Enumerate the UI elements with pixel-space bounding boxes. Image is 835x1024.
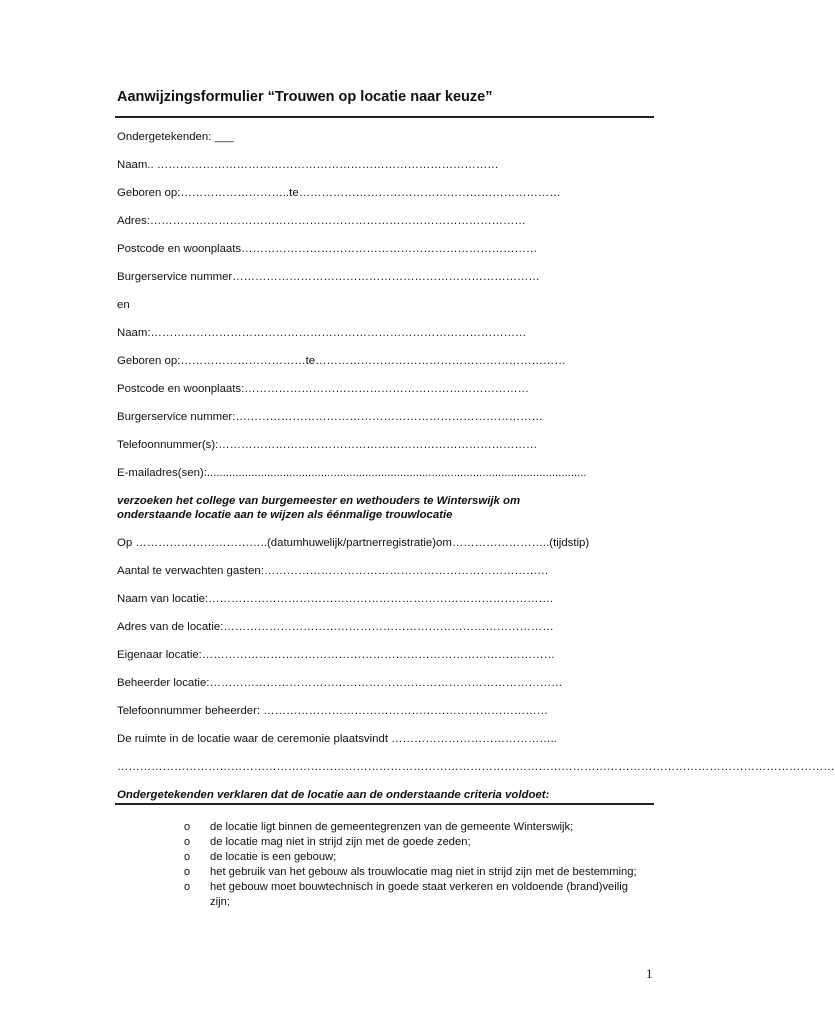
undersigned-label: Ondergetekenden: ___ — [117, 131, 234, 143]
location-owner-field[interactable]: Eigenaar locatie:………………………………………………………………………………… — [117, 649, 555, 661]
criteria-list — [184, 820, 644, 910]
location-name-field[interactable]: Naam van locatie:………………………………………………………………………………. — [117, 593, 554, 605]
form-title: Aanwijzingsformulier “Trouwen op locatie naar keuze” — [117, 89, 493, 105]
list-item — [184, 880, 644, 910]
location-address-field[interactable]: Adres van de locatie:…………………………………………………………………………… — [117, 621, 554, 633]
ceremony-room-field[interactable]: De ruimte in de locatie waar de ceremonie plaatsvindt …………………………………….. — [117, 733, 557, 745]
criterion-text: het gebruik van het gebouw als trouwlocatie mag niet in strijd zijn met de bestemming; — [210, 866, 637, 878]
bullet-icon: o — [184, 836, 191, 848]
party2-name-field[interactable]: Naam:……………………………………………………………………………………… — [117, 327, 527, 339]
manager-phone-field[interactable]: Telefoonnummer beheerder: ………………………………………………………………… — [117, 705, 549, 717]
party1-bsn-field[interactable]: Burgerservice nummer……………………………………………………………………… — [117, 271, 540, 283]
request-line-1: verzoeken het college van burgemeester en wethouders te Winterswijk om — [117, 495, 521, 507]
guests-field[interactable]: Aantal te verwachten gasten:………………………………………………………………… — [117, 565, 549, 577]
party1-born-field[interactable]: Geboren op:………………………..te…………………………………………………………… — [117, 187, 561, 199]
list-item — [184, 850, 644, 865]
and-label: en — [117, 299, 130, 311]
list-item — [184, 835, 644, 850]
list-item — [184, 865, 644, 880]
party2-bsn-field[interactable]: Burgerservice nummer:……………………………………………………………………… — [117, 411, 543, 423]
party1-postcode-field[interactable]: Postcode en woonplaats…………………………………………………………………… — [117, 243, 538, 255]
criterion-text: de locatie mag niet in strijd zijn met de goede zeden; — [210, 836, 471, 848]
declaration-heading: Ondergetekenden verklaren dat de locatie aan de onderstaande criteria voldoet: — [117, 789, 550, 801]
bullet-icon: o — [184, 851, 191, 863]
ceremony-room-continued-field[interactable]: ……………………………………………………………………………………………………………………………………………………………………… — [117, 761, 835, 773]
list-item — [184, 820, 644, 835]
criterion-text: de locatie is een gebouw; — [210, 851, 337, 863]
party1-address-field[interactable]: Adres:……………………………………………………………………………………… — [117, 215, 526, 227]
party1-name-field[interactable]: Naam.. ……………………………………………………………………………… — [117, 159, 499, 171]
party2-born-field[interactable]: Geboren op:……………………………te………………………………………………………… — [117, 355, 566, 367]
criterion-text: de locatie ligt binnen de gemeentegrenzen van de gemeente Winterswijk; — [210, 821, 574, 833]
party2-postcode-field[interactable]: Postcode en woonplaats:………………………………………………………………… — [117, 383, 530, 395]
location-manager-field[interactable]: Beheerder locatie:………………………………………………………………………………… — [117, 677, 563, 689]
party2-phone-field[interactable]: Telefoonnummer(s):………………………………………………………………………… — [117, 439, 538, 451]
date-time-field[interactable]: Op ……………………………..(datumhuwelijk/partnerregistratie)om……………………..(tijdstip) — [117, 537, 590, 549]
declaration-divider — [115, 803, 654, 805]
title-divider — [115, 116, 654, 118]
request-line-2: onderstaande locatie aan te wijzen als éénmalige trouwlocatie — [117, 509, 453, 521]
bullet-icon: o — [184, 881, 191, 893]
page-number: 1 — [646, 966, 653, 981]
criterion-text: het gebouw moet bouwtechnisch in goede staat verkeren en voldoende (brand)veilig zijn; — [210, 881, 628, 908]
party2-email-field[interactable]: E-mailadres(sen):........................................................................................................................ — [117, 467, 587, 479]
bullet-icon: o — [184, 821, 191, 833]
bullet-icon: o — [184, 866, 191, 878]
